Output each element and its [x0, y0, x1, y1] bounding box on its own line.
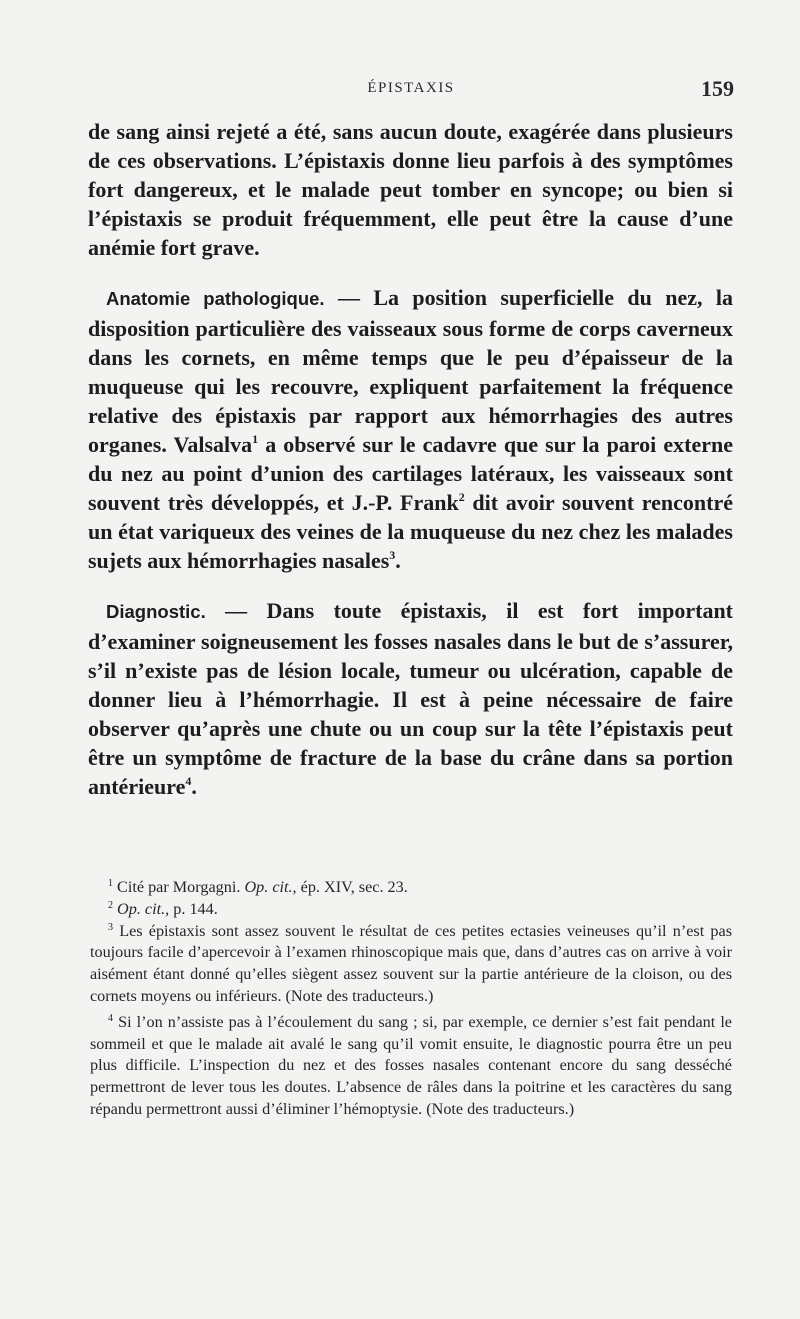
- page-number: 159: [701, 76, 734, 101]
- text-span: Dans toute épistaxis, il est fort important d’examiner soigneusement les fosses nasales dans le but de s’assurer, s’il n’existe pas de lésion locale, tumeur ou ulcération, capable de donner lieu à l’hémorrhagie. Il est à peine nécessaire de faire observer qu’après une chute ou un coup sur la tête l’épistaxis peut être un symptôme de fracture de la base du crâne dans sa portion antérieure: [88, 598, 734, 799]
- footnote-ref-1: 1: [252, 431, 259, 446]
- footnote-mark: 4: [108, 1012, 113, 1024]
- footnote-4: [90, 1012, 732, 1121]
- text-span: .: [395, 548, 401, 574]
- section-heading-anatomie: Anatomie pathologique.: [106, 288, 325, 310]
- footnote-ref-2: 2: [458, 490, 465, 505]
- footnotes: [90, 877, 732, 1121]
- text-span: La position superficielle du nez, la disposition particulière des vaisseaux sous forme de corps caverneux dans les cornets, en même temps que le peu d’épaisseur de la muqueuse qui les recouvre, expliquent parfaitement la fréquence relative des épistaxis par rapport aux hémorrhagies des autres organes. Valsalva: [88, 285, 733, 457]
- footnote-italic: Op. cit.: [113, 899, 166, 918]
- footnote-mark: 2: [108, 899, 113, 911]
- footnote-text: Cité par Morgagni.: [113, 878, 245, 896]
- section-anatomie-pathologique: [88, 283, 733, 575]
- running-title: ÉPISTAXIS: [367, 80, 455, 96]
- footnote-text: Si l’on n’assiste pas à l’écoulement du sang ; si, par exemple, ce dernier s’est fait pendant le sommeil et que le malade ait avalé le sang qu’il vomit ensuite, le diagnostic pourra être un peu plus difficile. L’inspection du nez et des fosses nasales contenant encore du sang desséché permettront de lever tous les doutes. L’absence de râles dans la poitrine et les caractères du sang répandu permettront aussi d’éliminer l’hémoptysie. (Note des traducteurs.): [90, 1012, 732, 1118]
- dash: —: [324, 285, 374, 311]
- footnote-mark: 1: [108, 878, 113, 889]
- footnote-italic: Op. cit.: [244, 878, 293, 896]
- footnote-text: , ép. XIV, sec. 23.: [292, 878, 408, 896]
- footnote-ref-4: 4: [185, 773, 192, 788]
- paragraph-continued: de sang ainsi rejeté a été, sans aucun doute, exagérée dans plusieurs de ces observations. L’épistaxis donne lieu parfois à des symptômes fort dangereux, et le malade peut tomber en syncope; ou bien si l’épistaxis se produit fréquemment, elle peut être la cause d’une anémie fort grave.: [88, 119, 733, 261]
- footnote-text: , p. 144.: [165, 899, 218, 918]
- footnote-3: [90, 921, 732, 1008]
- text-span: a observé sur le cadavre que sur la paroi externe du nez au point d’union des cartilages latéraux, les vaisseaux sont souvent très développés, et J.-P. Frank: [88, 431, 733, 516]
- footnote-text: Les épistaxis sont assez souvent le résultat de ces petites ectasies veineuses qu’il n’est pas toujours facile d’apercevoir à l’examen rhinoscopique mais que, dans d’autres cas on arrive à voir aisément étant donné qu’elles siègent assez souvent sur la partie antérieure de la cloison, ou des cornets moyens ou inférieurs. (Note des traducteurs.): [90, 921, 732, 1005]
- text-span: .: [191, 773, 197, 799]
- main-text: [88, 117, 733, 801]
- footnote-mark: 3: [108, 921, 113, 933]
- footnote-ref-3: 3: [389, 548, 396, 563]
- dash: —: [205, 598, 267, 624]
- section-diagnostic: [88, 596, 733, 801]
- footnote-2: [90, 899, 732, 921]
- section-heading-diagnostic: Diagnostic.: [106, 601, 206, 623]
- footnote-1: [90, 877, 732, 899]
- text-span: dit avoir souvent rencontré un état variqueux des veines de la muqueuse du nez chez les malades sujets aux hémorrhagies nasales: [88, 490, 734, 574]
- running-head: [88, 74, 734, 108]
